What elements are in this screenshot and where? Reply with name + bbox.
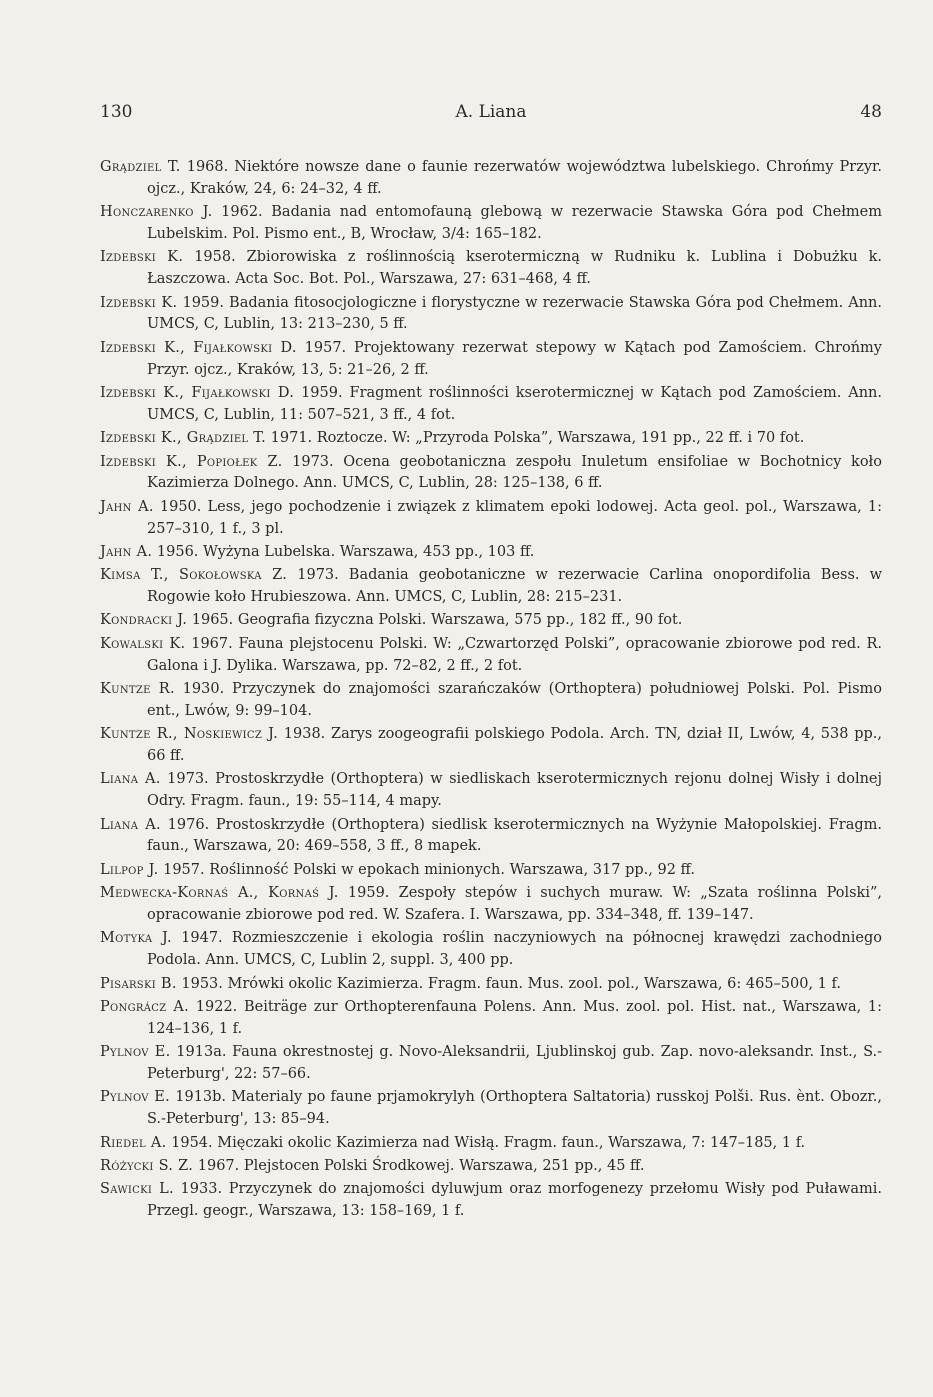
reference-author: Motyka J. bbox=[100, 930, 172, 947]
reference-author: Izdebski K. bbox=[100, 249, 184, 266]
reference-author: Pylnov E. bbox=[100, 1044, 171, 1061]
reference-text: 1967. Plejstocen Polski Środkowej. Warszawa, 251 pp., 45 ff. bbox=[193, 1157, 645, 1174]
reference-author: Jahn A. bbox=[100, 543, 153, 560]
reference-author: Jahn A. bbox=[100, 498, 154, 515]
reference-entry bbox=[100, 497, 882, 541]
reference-entry bbox=[100, 157, 882, 201]
reference-entry bbox=[100, 634, 882, 678]
reference-text: 1957. Roślinność Polski w epokach minionych. Warszawa, 317 pp., 92 ff. bbox=[158, 861, 695, 878]
reference-text: 1938. Zarys zoogeografii polskiego Podola. Arch. TN, dział II, Lwów, 4, 538 pp., 66 ff. bbox=[147, 726, 882, 765]
reference-entry bbox=[100, 338, 882, 382]
reference-entry bbox=[100, 1133, 882, 1155]
page-header bbox=[100, 102, 882, 132]
reference-entry bbox=[100, 247, 882, 291]
reference-list bbox=[100, 157, 882, 1224]
reference-entry bbox=[100, 883, 882, 927]
reference-author: Pisarski B. bbox=[100, 975, 177, 992]
reference-text: 1971. Roztocze. W: „Przyroda Polska”, Warszawa, 191 pp., 22 ff. i 70 fot. bbox=[266, 430, 805, 447]
reference-text: 1957. Projektowany rezerwat stepowy w Kątach pod Zamościem. Chrońmy Przyr. ojcz., Kraków, 13, 5: 21–26, 2 ff. bbox=[147, 339, 882, 378]
reference-author: Grądziel T. bbox=[100, 159, 181, 175]
page-number-right: 48 bbox=[860, 102, 882, 122]
reference-author: Pongrácz A. bbox=[100, 998, 190, 1015]
reference-text: 1976. Prostoskrzydłe (Orthoptera) siedlisk kserotermicznych na Wyżynie Małopolskiej. Fragm. faun., Warszawa, 20: 469–558, 3 ff., 8 mapek. bbox=[147, 816, 882, 855]
reference-entry bbox=[100, 1156, 882, 1178]
reference-entry bbox=[100, 928, 882, 972]
reference-text: 1973. Prostoskrzydłe (Orthoptera) w siedliskach kserotermicznych rejonu dolnej Wisły i dolnej Odry. Fragm. faun., 19: 55–114, 4 mapy. bbox=[147, 771, 882, 810]
reference-entry bbox=[100, 565, 882, 609]
reference-entry bbox=[100, 724, 882, 768]
reference-entry bbox=[100, 428, 882, 450]
reference-text: 1962. Badania nad entomofauną glebową w rezerwacie Stawska Góra pod Chełmem Lubelskim. Pol. Pismo ent., B, Wrocław, 3/4: 165–182. bbox=[147, 204, 882, 242]
reference-author: Kimsa T., Sokołowska Z. bbox=[100, 567, 288, 584]
reference-entry bbox=[100, 542, 882, 564]
reference-text: 1959. Badania fitosocjologiczne i florystyczne w rezerwacie Stawska Góra pod Chełmem. Ann. UMCS, C, Lublin, 13: 213–230, 5 ff. bbox=[147, 294, 883, 333]
reference-text: 1968. Niektóre nowsze dane o faunie rezerwatów województwa lubelskiego. Chrońmy Przyr. ojcz., Kraków, 24, 6: 24–32, 4 ff. bbox=[147, 159, 883, 197]
reference-entry bbox=[100, 1179, 882, 1223]
reference-text: 1922. Beiträge zur Orthopterenfauna Polens. Ann. Mus. zool. pol. Hist. nat., Warszawa, 1: 124–136, 1 f. bbox=[147, 998, 882, 1037]
reference-author: Pylnov E. bbox=[100, 1089, 171, 1106]
reference-author: Izdebski K., Fijałkowski D. bbox=[100, 339, 297, 356]
reference-author: Medwecka-Kornaś A., Kornaś J. bbox=[100, 885, 339, 902]
reference-entry bbox=[100, 610, 882, 632]
running-title: A. Liana bbox=[455, 102, 527, 122]
reference-author: Kuntze R. bbox=[100, 681, 175, 698]
reference-author: Liana A. bbox=[100, 816, 161, 833]
reference-text: 1959. Fragment roślinności kserotermicznej w Kątach pod Zamościem. Ann. UMCS, C, Lublin, 11: 507–521, 3 ff., 4 fot. bbox=[147, 384, 882, 423]
reference-author: Różycki S. Z. bbox=[100, 1157, 194, 1174]
reference-entry bbox=[100, 383, 882, 427]
reference-text: 1959. Zespoły stepów i suchych muraw. W: „Szata roślinna Polski”, opracowanie zbiorowe pod red. W. Szafera. I. Warszawa, pp. 334–348, ff. 139–147. bbox=[147, 885, 882, 923]
reference-entry bbox=[100, 293, 882, 337]
reference-entry bbox=[100, 815, 882, 859]
reference-text: 1947. Rozmieszczenie i ekologia roślin naczyniowych na północnej krawędzi zachodniego Podola. Ann. UMCS, C, Lublin 2, suppl. 3, 400 pp. bbox=[147, 930, 882, 969]
reference-entry bbox=[100, 1087, 882, 1131]
reference-author: Izdebski K., Grądziel T. bbox=[100, 430, 267, 447]
reference-author: Liana A. bbox=[100, 771, 161, 788]
reference-entry bbox=[100, 679, 882, 723]
reference-entry bbox=[100, 974, 882, 996]
reference-text: 1933. Przyczynek do znajomości dyluwjum oraz morfogenezy przełomu Wisły pod Puławami. Przegl. geogr., Warszawa, 13: 158–169, 1 f. bbox=[147, 1181, 882, 1220]
reference-text: 1954. Mięczaki okolic Kazimierza nad Wisłą. Fragm. faun., Warszawa, 7: 147–185, 1 f. bbox=[166, 1134, 806, 1151]
reference-text: 1913a. Fauna okrestnostej g. Novo-Aleksandrii, Ljublinskoj gub. Zap. novo-aleksandr. Inst., S.-Peterburg', 22: 57–66. bbox=[147, 1044, 882, 1082]
reference-entry bbox=[100, 202, 882, 246]
reference-author: Honczarenko J. bbox=[100, 204, 213, 221]
reference-text: 1953. Mrówki okolic Kazimierza. Fragm. faun. Mus. zool. pol., Warszawa, 6: 465–500, 1 f. bbox=[176, 975, 841, 992]
reference-entry bbox=[100, 452, 882, 496]
reference-text: 1958. Zbiorowiska z roślinnością kserotermiczną w Rudniku k. Lublina i Dobużku k. Łaszczowa. Acta Soc. Bot. Pol., Warszawa, 27: 631–468, 4 ff. bbox=[147, 249, 883, 288]
reference-text: 1973. Ocena geobotaniczna zespołu Inuletum ensifoliae w Bochotnicy koło Kazimierza Dolnego. Ann. UMCS, C, Lublin, 28: 125–138, 6 ff. bbox=[147, 453, 882, 492]
reference-author: Sawicki L. bbox=[100, 1181, 174, 1198]
reference-author: Kondracki J. bbox=[100, 612, 188, 629]
reference-author: Kowalski K. bbox=[100, 635, 186, 652]
reference-author: Izdebski K. bbox=[100, 294, 178, 311]
reference-author: Izdebski K., Popiołek Z. bbox=[100, 453, 283, 470]
reference-entry bbox=[100, 860, 882, 882]
reference-entry bbox=[100, 769, 882, 813]
reference-text: 1956. Wyżyna Lubelska. Warszawa, 453 pp., 103 ff. bbox=[152, 543, 535, 560]
page-number-left: 130 bbox=[100, 102, 133, 122]
reference-text: 1965. Geografia fizyczna Polski. Warszawa, 575 pp., 182 ff., 90 fot. bbox=[187, 612, 683, 629]
reference-author: Kuntze R., Noskiewicz J. bbox=[100, 726, 279, 743]
reference-author: Izdebski K., Fijałkowski D. bbox=[100, 384, 295, 401]
reference-text: 1930. Przyczynek do znajomości szarańczaków (Orthoptera) południowej Polski. Pol. Pismo ent., Lwów, 9: 99–104. bbox=[147, 681, 882, 719]
reference-entry bbox=[100, 1042, 882, 1086]
reference-text: 1973. Badania geobotaniczne w rezerwacie Carlina onopordifolia Bess. w Rogowie koło Hrubieszowa. Ann. UMCS, C, Lublin, 28: 215–231. bbox=[147, 567, 882, 606]
reference-author: Lilpop J. bbox=[100, 861, 159, 878]
reference-author: Riedel A. bbox=[100, 1134, 167, 1151]
reference-text: 1967. Fauna plejstocenu Polski. W: „Czwartorzęd Polski”, opracowanie zbiorowe pod red. R. Galona i J. Dylika. Warszawa, pp. 72–82, 2 ff., 2 fot. bbox=[147, 635, 883, 674]
reference-entry bbox=[100, 997, 882, 1041]
reference-text: 1913b. Materialy po faune prjamokrylyh (Orthoptera Saltatoria) russkoj Polši. Rus. ènt. Obozr., S.-Peterburg', 13: 85–94. bbox=[147, 1089, 882, 1128]
reference-text: 1950. Less, jego pochodzenie i związek z klimatem epoki lodowej. Acta geol. pol., Warszawa, 1: 257–310, 1 f., 3 pl. bbox=[147, 498, 882, 537]
